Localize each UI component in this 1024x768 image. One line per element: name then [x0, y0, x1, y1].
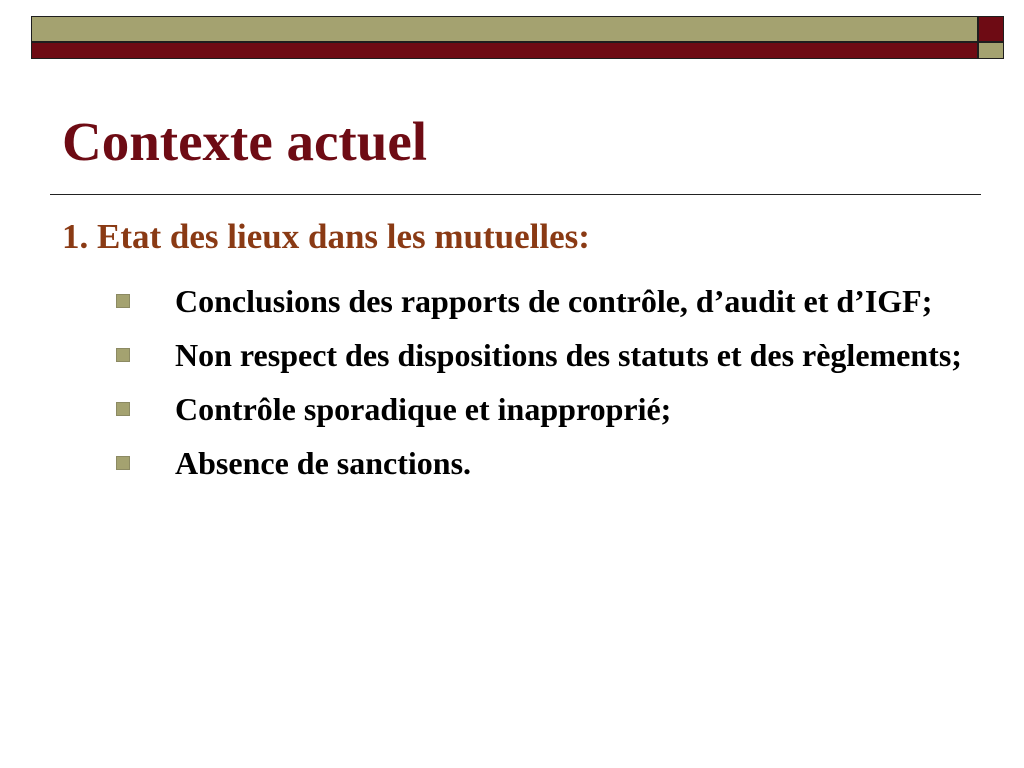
corner-square-olive — [978, 42, 1004, 59]
bullet-text: Contrôle sporadique et inapproprié; — [175, 391, 672, 427]
title-divider — [50, 194, 981, 195]
square-bullet-icon — [116, 456, 130, 470]
bullet-text: Non respect des dispositions des statuts et des règlements; — [175, 337, 962, 373]
bullet-item — [116, 442, 966, 484]
bullet-text: Conclusions des rapports de contrôle, d’audit et d’IGF; — [175, 283, 933, 319]
section-heading: 1. Etat des lieux dans les mutuelles: — [62, 217, 590, 256]
square-bullet-icon — [116, 402, 130, 416]
slide-title: Contexte actuel — [62, 111, 428, 172]
corner-square-maroon — [978, 16, 1004, 42]
bullet-list — [116, 280, 966, 496]
bullet-item — [116, 388, 966, 430]
bullet-text: Absence de sanctions. — [175, 445, 472, 481]
square-bullet-icon — [116, 294, 130, 308]
header-band-maroon — [31, 42, 978, 59]
bullet-item — [116, 334, 966, 376]
square-bullet-icon — [116, 348, 130, 362]
header-band-olive — [31, 16, 978, 42]
bullet-item — [116, 280, 966, 322]
